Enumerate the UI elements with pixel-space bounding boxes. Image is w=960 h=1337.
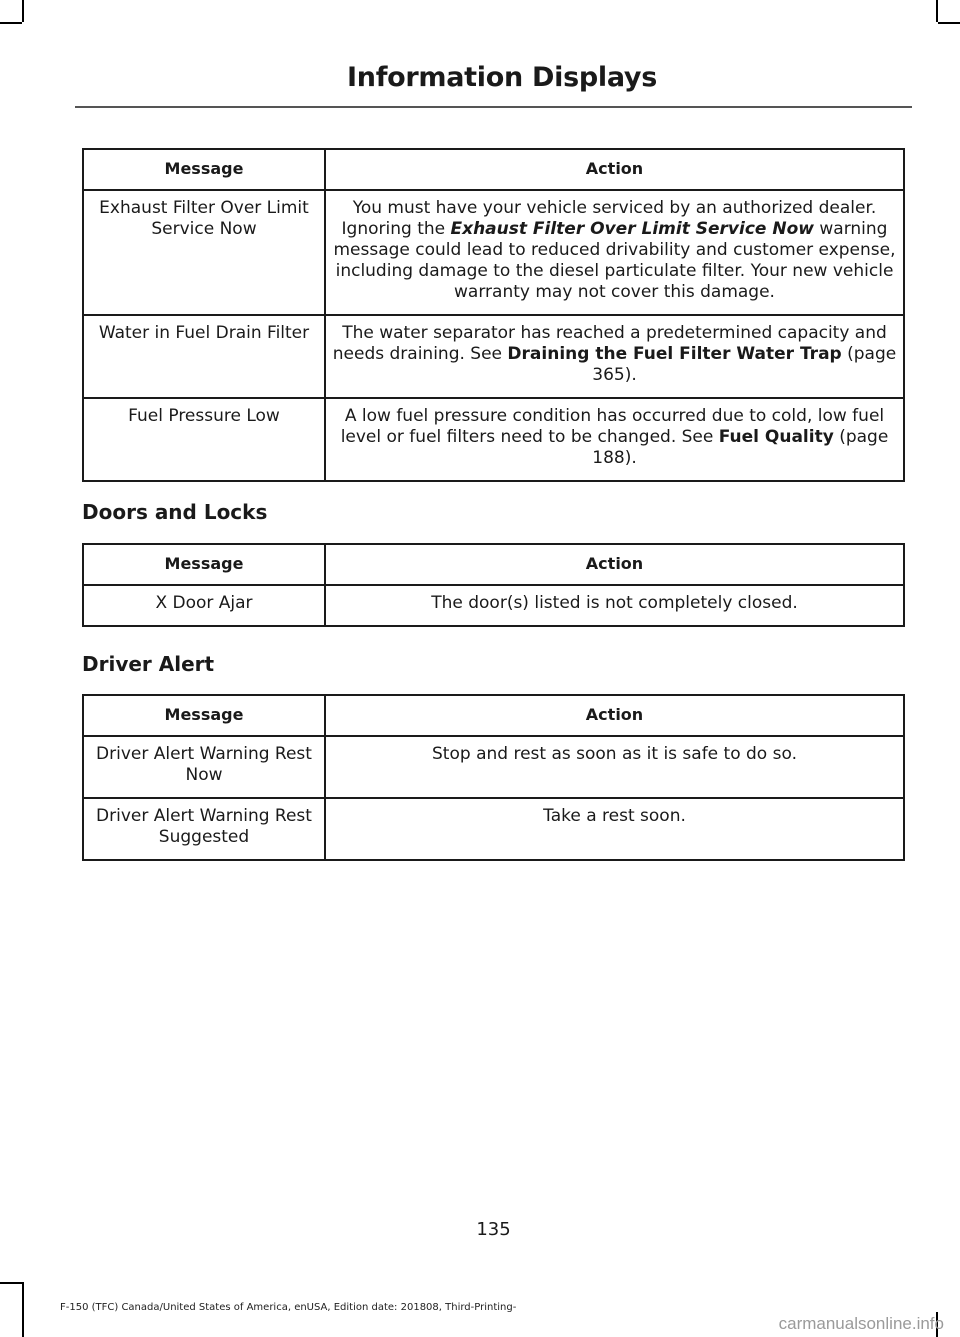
section-title-driver-alert: Driver Alert bbox=[82, 652, 215, 676]
action-cell bbox=[325, 398, 904, 481]
crop-mark-top-left-v bbox=[22, 0, 24, 22]
action-text: You must have your vehicle serviced by an authorized dealer. Ignoring the bbox=[341, 198, 877, 239]
action-text: A low fuel pressure condition has occurred due to cold, low fuel level or fuel filters need to be changed. See bbox=[340, 406, 885, 447]
column-header-action: Action bbox=[325, 544, 904, 585]
header-divider bbox=[75, 106, 912, 108]
action-cell: The door(s) listed is not completely closed. bbox=[325, 585, 904, 626]
action-cell bbox=[325, 315, 904, 398]
action-cell: Stop and rest as soon as it is safe to do so. bbox=[325, 736, 904, 798]
crop-mark-top-left bbox=[0, 22, 22, 24]
crop-mark-bottom-left-h bbox=[0, 1282, 22, 1284]
action-text: The water separator has reached a predetermined capacity and needs draining. See bbox=[332, 323, 887, 364]
action-cell: Take a rest soon. bbox=[325, 798, 904, 860]
watermark: carmanualsonline.info bbox=[778, 1314, 944, 1333]
message-cell: Water in Fuel Drain Filter bbox=[83, 315, 325, 398]
crop-mark-bottom-left bbox=[22, 1282, 24, 1337]
column-header-message: Message bbox=[83, 695, 325, 736]
message-cell: X Door Ajar bbox=[83, 585, 325, 626]
cross-reference-link[interactable]: Fuel Quality bbox=[718, 427, 834, 447]
driver-alert-messages-table bbox=[82, 694, 905, 861]
section-title-doors: Doors and Locks bbox=[82, 500, 268, 524]
table-header-row bbox=[83, 149, 904, 190]
table-row bbox=[83, 585, 904, 626]
table-header-row bbox=[83, 695, 904, 736]
message-cell: Exhaust Filter Over Limit Service Now bbox=[83, 190, 325, 315]
table-row bbox=[83, 798, 904, 860]
crop-mark-top-right-h bbox=[938, 22, 960, 24]
edition-footer: F-150 (TFC) Canada/United States of America, enUSA, Edition date: 201808, Third-Printing- bbox=[60, 1302, 517, 1313]
column-header-message: Message bbox=[83, 149, 325, 190]
page-number: 135 bbox=[476, 1219, 511, 1240]
action-text: warning message could lead to reduced drivability and customer expense, including damage to the diesel particulate filter. Your new vehicle warranty may not cover this damage. bbox=[333, 219, 896, 302]
column-header-message: Message bbox=[83, 544, 325, 585]
table-header-row bbox=[83, 544, 904, 585]
message-cell: Driver Alert Warning Rest Now bbox=[83, 736, 325, 798]
column-header-action: Action bbox=[325, 149, 904, 190]
message-cell: Driver Alert Warning Rest Suggested bbox=[83, 798, 325, 860]
message-reference: Exhaust Filter Over Limit Service Now bbox=[450, 219, 814, 239]
column-header-action: Action bbox=[325, 695, 904, 736]
action-cell bbox=[325, 190, 904, 315]
cross-reference-link[interactable]: Draining the Fuel Filter Water Trap bbox=[507, 344, 842, 364]
doors-messages-table bbox=[82, 543, 905, 627]
fuel-messages-table bbox=[82, 148, 905, 482]
action-text: (page 188). bbox=[592, 427, 889, 468]
crop-mark-top-right bbox=[936, 0, 938, 22]
table-row bbox=[83, 398, 904, 481]
table-row bbox=[83, 736, 904, 798]
action-text: (page 365). bbox=[592, 344, 897, 385]
table-row bbox=[83, 315, 904, 398]
page-title: Information Displays bbox=[347, 62, 657, 93]
table-row bbox=[83, 190, 904, 315]
message-cell: Fuel Pressure Low bbox=[83, 398, 325, 481]
